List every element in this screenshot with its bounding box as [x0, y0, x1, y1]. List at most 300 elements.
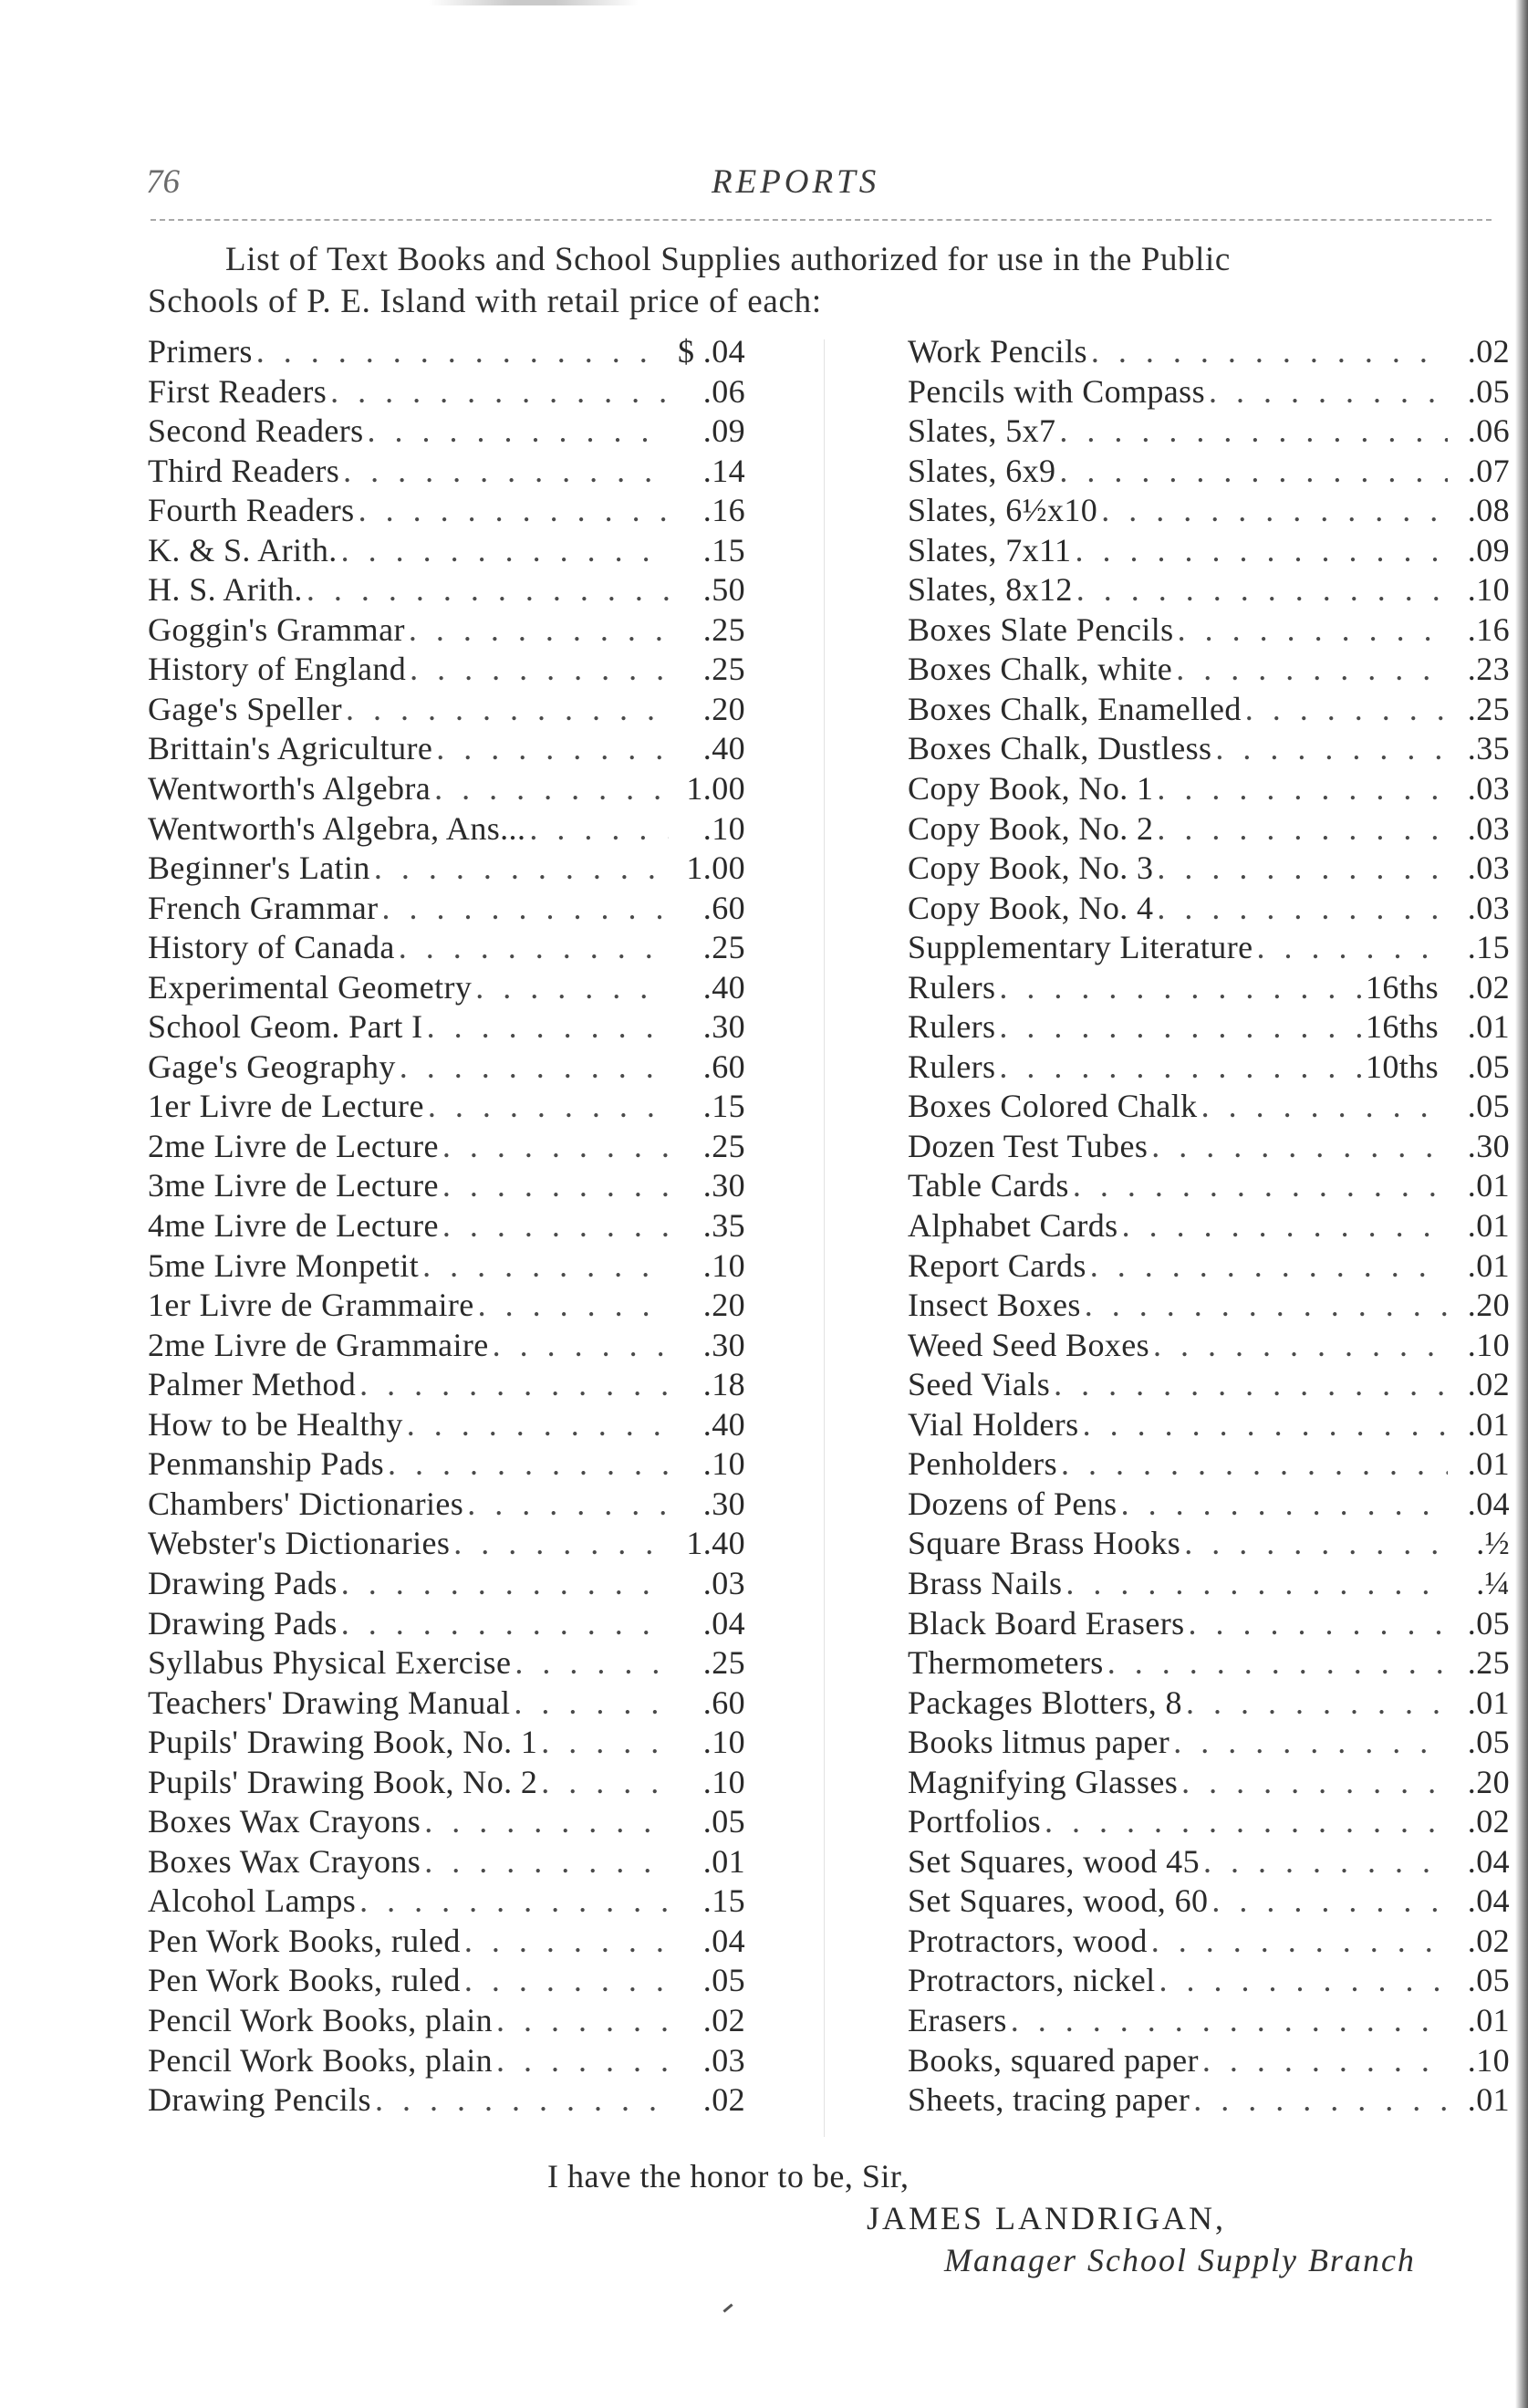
item-price: .10 — [702, 1724, 745, 1761]
dot-leader — [1122, 1206, 1448, 1246]
dot-leader — [464, 1961, 669, 2001]
item-price: .60 — [702, 889, 745, 926]
dot-leader — [1059, 412, 1448, 452]
item-name: How to be Healthy — [148, 1405, 403, 1443]
price-list-row — [908, 849, 1510, 889]
price-list-row — [148, 1127, 745, 1167]
intro-paragraph — [148, 239, 1507, 323]
price-list-row — [908, 1684, 1510, 1724]
item-name: Weed Seed Boxes — [908, 1326, 1150, 1363]
item-price: .20 — [702, 690, 745, 727]
dot-leader — [496, 2041, 669, 2081]
item-price: .60 — [702, 1048, 745, 1085]
price-list-row — [148, 690, 745, 730]
dot-leader — [434, 769, 669, 809]
price-list-row — [148, 1604, 745, 1644]
price-list-row — [908, 690, 1510, 730]
page-binding-edge — [1515, 0, 1528, 2408]
item-name: French Grammar — [148, 889, 379, 926]
item-price: .01 — [1467, 1207, 1510, 1245]
dot-leader — [541, 1763, 669, 1803]
item-name: Dozen Test Tubes — [908, 1127, 1149, 1164]
price-list-row — [908, 1564, 1510, 1604]
price-list-row — [908, 1007, 1510, 1048]
item-name: Gage's Speller — [148, 690, 343, 727]
item-name: Rulers — [908, 1008, 996, 1046]
item-name: Slates, 5x7 — [908, 412, 1056, 450]
dot-leader — [1083, 1405, 1448, 1445]
dot-leader — [541, 1723, 669, 1763]
price-list-row — [148, 1524, 745, 1564]
item-price: .30 — [1467, 1127, 1510, 1164]
item-price: .10 — [1467, 1326, 1510, 1363]
item-price: .02 — [1467, 1803, 1510, 1840]
dot-leader — [999, 1007, 1362, 1048]
price-list-row — [148, 2001, 745, 2041]
price-list-row — [148, 889, 745, 929]
item-price: .06 — [1467, 412, 1510, 450]
item-name: Brittain's Agriculture — [148, 730, 433, 767]
item-name: Webster's Dictionaries — [148, 1525, 451, 1562]
item-price: .01 — [1467, 1167, 1510, 1204]
item-price: .40 — [702, 730, 745, 767]
dot-leader — [428, 1087, 669, 1127]
item-price: .16 — [1467, 610, 1510, 648]
item-name: Vial Holders — [908, 1405, 1079, 1443]
dot-leader — [1157, 809, 1448, 850]
item-price: 1.00 — [686, 770, 745, 808]
item-price: .25 — [1467, 1644, 1510, 1682]
price-list-row — [148, 1564, 745, 1604]
item-price: .03 — [1467, 770, 1510, 808]
item-price: .40 — [702, 1405, 745, 1443]
item-name: Brass Nails — [908, 1564, 1063, 1601]
dot-leader — [1101, 491, 1448, 531]
price-list-row — [908, 491, 1510, 531]
item-price: .25 — [702, 929, 745, 966]
dot-leader — [1159, 1961, 1448, 2001]
item-name: Books litmus paper — [908, 1724, 1170, 1761]
dot-leader — [1157, 889, 1448, 929]
price-list-row — [148, 729, 745, 769]
item-name: Copy Book, No. 2 — [908, 809, 1154, 847]
dot-leader — [475, 968, 669, 1008]
item-price: .02 — [1467, 968, 1510, 1006]
item-price: .16 — [702, 492, 745, 529]
price-list-row — [148, 1961, 745, 2001]
item-name: Copy Book, No. 1 — [908, 770, 1154, 808]
price-list-row — [148, 1166, 745, 1206]
item-name: K. & S. Arith. — [148, 531, 338, 568]
price-list-row — [908, 1723, 1510, 1763]
item-name: Boxes Colored Chalk — [908, 1088, 1198, 1125]
item-price: .35 — [702, 1207, 745, 1245]
dot-leader — [409, 610, 669, 651]
item-name: Boxes Chalk, white — [908, 651, 1173, 688]
dot-leader — [427, 1007, 669, 1048]
price-list-row — [148, 1723, 745, 1763]
item-price: .01 — [1467, 2081, 1510, 2119]
item-note: 16ths — [1365, 1008, 1439, 1046]
price-list-row — [908, 769, 1510, 809]
price-list-row — [908, 1405, 1510, 1445]
item-price: .15 — [702, 1882, 745, 1920]
dot-leader — [436, 729, 669, 769]
price-list-row — [908, 1087, 1510, 1127]
dot-leader — [478, 1286, 669, 1326]
dot-leader — [343, 452, 669, 492]
price-list-row — [148, 769, 745, 809]
item-name: Alcohol Lamps — [148, 1882, 357, 1920]
price-list-row — [908, 1763, 1510, 1803]
dot-leader — [375, 2080, 669, 2121]
dot-leader — [442, 1206, 669, 1246]
intro-line-1: List of Text Books and School Supplies authorized for use in the Public — [225, 241, 1231, 278]
item-name: Slates, 7x11 — [908, 531, 1072, 568]
price-list-row — [148, 1444, 745, 1485]
item-name: Protractors, nickel — [908, 1962, 1156, 1999]
item-price: .04 — [1467, 1485, 1510, 1522]
price-list-row — [148, 332, 745, 372]
dot-leader — [1245, 690, 1448, 730]
item-name: Drawing Pads — [148, 1604, 338, 1642]
price-list-row — [148, 412, 745, 452]
item-name: Wentworth's Algebra, Ans... — [148, 809, 526, 847]
item-name: Boxes Chalk, Enamelled — [908, 690, 1242, 727]
item-price: .05 — [702, 1803, 745, 1840]
item-name: Rulers — [908, 968, 996, 1006]
item-price: .40 — [702, 968, 745, 1006]
price-list-row — [908, 570, 1510, 610]
item-name: Drawing Pads — [148, 1564, 338, 1601]
price-list-row — [908, 1842, 1510, 1882]
price-list-row — [148, 1048, 745, 1088]
price-list-row — [908, 610, 1510, 651]
item-price: 1.00 — [686, 850, 745, 887]
item-price: .30 — [702, 1326, 745, 1363]
item-name: Work Pencils — [908, 333, 1087, 370]
item-price: .10 — [1467, 571, 1510, 609]
item-price: .02 — [702, 2001, 745, 2038]
item-price: .23 — [1467, 651, 1510, 688]
item-price: .01 — [702, 1842, 745, 1880]
price-list-row — [148, 849, 745, 889]
price-list-row — [908, 1643, 1510, 1684]
dot-leader — [1085, 1286, 1448, 1326]
item-price: .01 — [1467, 1445, 1510, 1483]
item-name: Third Readers — [148, 452, 340, 489]
dot-leader — [410, 650, 669, 690]
dot-leader — [422, 1246, 669, 1287]
item-name: Teachers' Drawing Manual — [148, 1684, 511, 1721]
dot-leader — [1178, 610, 1448, 651]
price-list-row — [908, 1246, 1510, 1287]
price-list-row — [148, 1365, 745, 1405]
price-list-row — [908, 1048, 1510, 1088]
item-name: Alphabet Cards — [908, 1207, 1118, 1245]
dot-leader — [256, 332, 669, 372]
item-name: Boxes Chalk, Dustless — [908, 730, 1212, 767]
price-list-row — [148, 2080, 745, 2121]
running-title: REPORTS — [712, 163, 880, 201]
dot-leader — [399, 928, 669, 968]
price-list-row — [148, 1246, 745, 1287]
item-price: .01 — [1467, 1405, 1510, 1443]
dot-leader — [529, 809, 669, 850]
item-name: Slates, 6½x10 — [908, 492, 1098, 529]
dot-leader — [515, 1643, 669, 1684]
price-list-row — [908, 372, 1510, 412]
intro-line-2: Schools of P. E. Island with retail price of each: — [148, 283, 822, 320]
price-list-row — [908, 650, 1510, 690]
item-name: Goggin's Grammar — [148, 610, 405, 648]
price-list-row — [148, 452, 745, 492]
item-name: Dozens of Pens — [908, 1485, 1117, 1522]
item-name: Syllabus Physical Exercise — [148, 1644, 512, 1682]
item-name: 3me Livre de Lecture — [148, 1167, 439, 1204]
item-price: .10 — [702, 1246, 745, 1284]
item-price: .05 — [1467, 1088, 1510, 1125]
price-list-row — [148, 1485, 745, 1525]
item-price: .01 — [1467, 1684, 1510, 1721]
item-price: .25 — [702, 651, 745, 688]
signature-name: JAMES LANDRIGAN, — [867, 2200, 1227, 2236]
item-name: Second Readers — [148, 412, 364, 450]
item-price: .10 — [702, 1763, 745, 1800]
dot-leader — [1157, 849, 1448, 889]
item-name: Penmanship Pads — [148, 1445, 385, 1483]
item-price: .15 — [702, 531, 745, 568]
item-price: .04 — [1467, 1882, 1510, 1920]
item-price: .20 — [1467, 1287, 1510, 1324]
item-name: 4me Livre de Lecture — [148, 1207, 439, 1245]
dot-leader — [359, 491, 669, 531]
item-note: 10ths — [1365, 1048, 1439, 1085]
price-list-row — [148, 610, 745, 651]
price-list-row — [908, 729, 1510, 769]
item-name: Protractors, wood — [908, 1922, 1148, 1959]
price-list-row — [148, 1922, 745, 1962]
price-list-row — [908, 1922, 1510, 1962]
item-name: Chambers' Dictionaries — [148, 1485, 464, 1522]
closing-salutation: I have the honor to be, Sir, — [547, 2158, 910, 2194]
dot-leader — [1090, 1246, 1448, 1287]
dot-leader — [1181, 1763, 1448, 1803]
price-list-row — [148, 491, 745, 531]
price-list-row — [908, 1127, 1510, 1167]
price-list-row — [908, 1206, 1510, 1246]
item-price: .01 — [1467, 2001, 1510, 2038]
item-price: .06 — [702, 372, 745, 410]
right-price-column — [908, 332, 1510, 2121]
item-price: .04 — [702, 1604, 745, 1642]
dot-leader — [330, 372, 669, 412]
item-name: Report Cards — [908, 1246, 1086, 1284]
item-name: Gage's Geography — [148, 1048, 396, 1085]
dot-leader — [424, 1842, 669, 1882]
dot-leader — [1065, 1564, 1448, 1604]
dot-leader — [493, 1326, 669, 1366]
dot-leader — [1091, 332, 1448, 372]
price-list-row — [148, 1842, 745, 1882]
price-list-row — [148, 1643, 745, 1684]
item-name: Pencil Work Books, plain — [148, 2041, 494, 2079]
price-list-row — [908, 809, 1510, 850]
price-list-row — [148, 928, 745, 968]
item-price: .01 — [1467, 1008, 1510, 1046]
dot-leader — [1189, 1604, 1449, 1644]
item-name: Erasers — [908, 2001, 1007, 2038]
item-price: .03 — [1467, 889, 1510, 926]
dot-leader — [400, 1048, 669, 1088]
item-price: .02 — [1467, 1366, 1510, 1403]
dot-leader — [388, 1444, 669, 1485]
item-price: .02 — [1467, 333, 1510, 370]
item-price: .15 — [702, 1088, 745, 1125]
item-price: .25 — [702, 1644, 745, 1682]
dot-leader — [999, 968, 1362, 1008]
price-list-row — [908, 2041, 1510, 2081]
item-price: .07 — [1467, 452, 1510, 489]
price-list-row — [908, 1524, 1510, 1564]
dot-leader — [464, 1922, 669, 1962]
item-name: History of Canada — [148, 929, 395, 966]
price-list-row — [148, 650, 745, 690]
item-name: Drawing Pencils — [148, 2081, 371, 2119]
dot-leader — [1211, 1882, 1448, 1922]
item-name: 1er Livre de Grammaire — [148, 1287, 474, 1324]
item-name: Slates, 6x9 — [908, 452, 1056, 489]
item-price: .02 — [702, 2081, 745, 2119]
item-price: .04 — [702, 1922, 745, 1959]
price-list-row — [148, 1326, 745, 1366]
item-price: .05 — [1467, 1604, 1510, 1642]
item-price: .05 — [1467, 1962, 1510, 1999]
dot-leader — [341, 1604, 669, 1644]
price-list-row — [148, 1405, 745, 1445]
item-name: Pupils' Drawing Book, No. 1 — [148, 1724, 538, 1761]
dot-leader — [1107, 1643, 1448, 1684]
item-price: .05 — [1467, 1724, 1510, 1761]
price-list-row — [908, 1882, 1510, 1922]
item-note: 16ths — [1365, 968, 1439, 1006]
stray-ink-mark — [722, 2303, 733, 2312]
item-name: Boxes Wax Crayons — [148, 1842, 421, 1880]
dot-leader — [467, 1485, 669, 1525]
item-price: .03 — [1467, 850, 1510, 887]
item-name: Pencil Work Books, plain — [148, 2001, 494, 2038]
item-name: Primers — [148, 333, 253, 370]
item-price: .05 — [1467, 372, 1510, 410]
item-price: .05 — [1467, 1048, 1510, 1085]
price-list-row — [148, 1763, 745, 1803]
signature-title: Manager School Supply Branch — [944, 2242, 1416, 2278]
item-name: School Geom. Part I — [148, 1008, 423, 1046]
dot-leader — [407, 1405, 669, 1445]
dot-leader — [1202, 2041, 1448, 2081]
item-name: 1er Livre de Lecture — [148, 1088, 424, 1125]
page-number: 76 — [146, 163, 180, 201]
item-price: .09 — [702, 412, 745, 450]
item-name: Slates, 8x12 — [908, 571, 1073, 609]
item-name: Pencils with Compass — [908, 372, 1206, 410]
price-list-row — [148, 1007, 745, 1048]
dot-leader — [1173, 1723, 1448, 1763]
price-list-row — [908, 889, 1510, 929]
price-list-row — [148, 809, 745, 850]
item-price: .09 — [1467, 531, 1510, 568]
item-name: Experimental Geometry — [148, 968, 473, 1006]
item-name: Pen Work Books, ruled — [148, 1962, 461, 1999]
dot-leader — [382, 889, 669, 929]
item-name: Set Squares, wood, 60 — [908, 1882, 1209, 1920]
price-list-row — [908, 452, 1510, 492]
item-name: Copy Book, No. 3 — [908, 850, 1154, 887]
price-list-row — [908, 1365, 1510, 1405]
price-list-row — [908, 2080, 1510, 2121]
item-name: Packages Blotters, 8 — [908, 1684, 1182, 1721]
item-name: Pupils' Drawing Book, No. 2 — [148, 1763, 538, 1800]
item-name: Supplementary Literature — [908, 929, 1253, 966]
item-name: Fourth Readers — [148, 492, 355, 529]
dot-leader — [1073, 1166, 1448, 1206]
column-divider — [824, 339, 825, 2137]
item-name: 2me Livre de Lecture — [148, 1127, 439, 1164]
dot-leader — [341, 1564, 669, 1604]
item-name: Thermometers — [908, 1644, 1104, 1682]
item-name: Seed Vials — [908, 1366, 1051, 1403]
item-name: Penholders — [908, 1445, 1057, 1483]
price-list-row — [148, 1087, 745, 1127]
item-price: .05 — [702, 1962, 745, 1999]
item-price: .30 — [702, 1008, 745, 1046]
item-name: 2me Livre de Grammaire — [148, 1326, 489, 1363]
item-price: .10 — [702, 1445, 745, 1483]
item-price: .20 — [702, 1287, 745, 1324]
price-list-row — [148, 1882, 745, 1922]
price-list-row — [908, 531, 1510, 571]
dot-leader — [368, 412, 669, 452]
price-list-row — [148, 1206, 745, 1246]
price-list-row — [148, 1802, 745, 1842]
price-list-row — [148, 1684, 745, 1724]
item-price: .10 — [1467, 2041, 1510, 2079]
item-name: Portfolios — [908, 1803, 1042, 1840]
item-price: .½ — [1476, 1525, 1510, 1562]
dot-leader — [1184, 1524, 1448, 1564]
price-list-row — [148, 570, 745, 610]
dot-leader — [346, 690, 669, 730]
dot-leader — [1256, 928, 1448, 968]
price-list-row — [908, 1166, 1510, 1206]
dot-leader — [1215, 729, 1448, 769]
dot-leader — [1061, 1444, 1448, 1485]
item-price: .02 — [1467, 1922, 1510, 1959]
dot-leader — [359, 1882, 669, 1922]
item-price: .18 — [702, 1366, 745, 1403]
item-price: .10 — [702, 809, 745, 847]
item-name: Copy Book, No. 4 — [908, 889, 1154, 926]
price-list-row — [908, 1326, 1510, 1366]
dot-leader — [424, 1802, 669, 1842]
item-price: .20 — [1467, 1763, 1510, 1800]
item-name: Set Squares, wood 45 — [908, 1842, 1200, 1880]
item-name: Boxes Slate Pencils — [908, 610, 1174, 648]
item-price: .60 — [702, 1684, 745, 1721]
dot-leader — [442, 1127, 669, 1167]
item-price: .35 — [1467, 730, 1510, 767]
left-price-column — [148, 332, 745, 2121]
